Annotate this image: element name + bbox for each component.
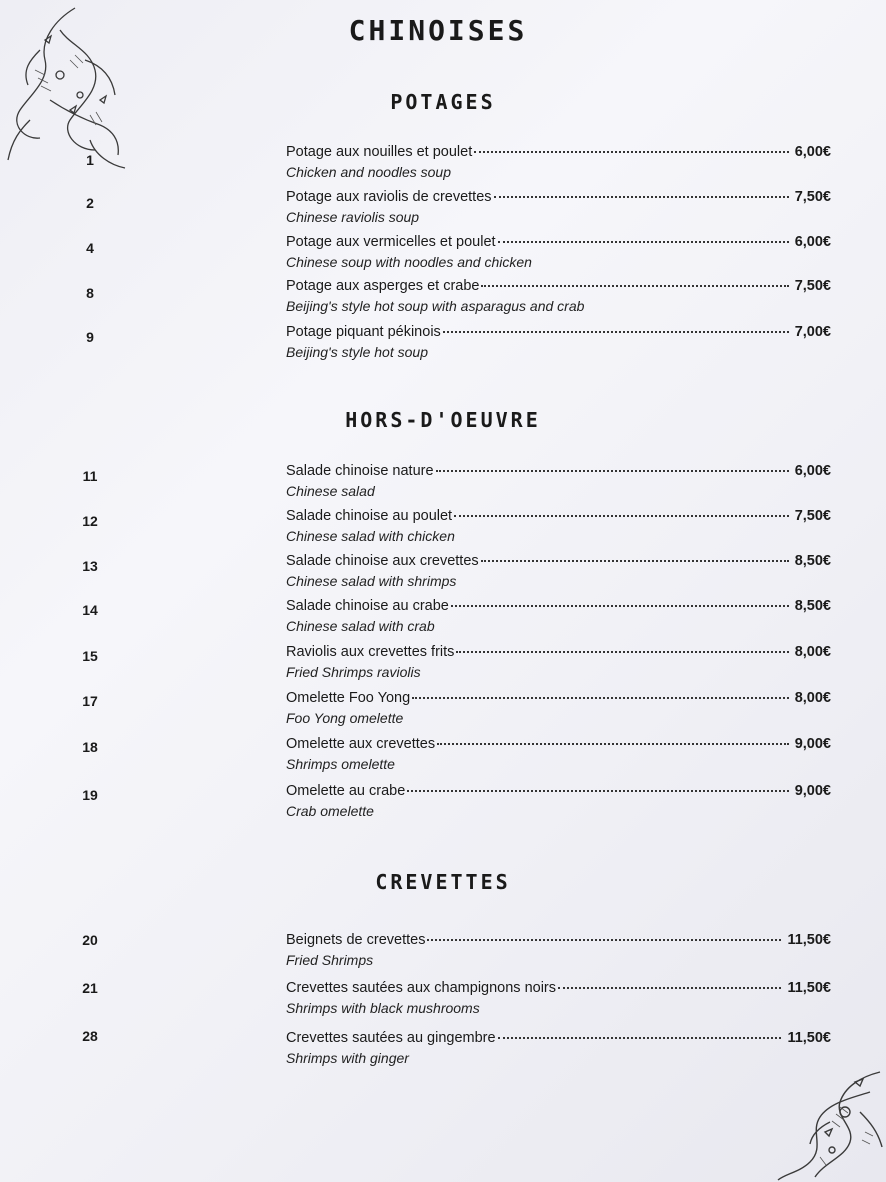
item-number: 11: [82, 468, 98, 484]
item-translation: Foo Yong omelette: [286, 710, 404, 726]
item-price: 8,00€: [794, 690, 831, 706]
item-name: Potage aux nouilles et poulet: [286, 144, 473, 160]
section-title-crevettes: CREVETTES: [375, 870, 511, 894]
item-translation: Shrimps with ginger: [286, 1050, 409, 1066]
item-number: 13: [82, 558, 98, 574]
item-name: Raviolis aux crevettes frits: [286, 644, 455, 660]
item-price: 6,00€: [794, 144, 831, 160]
item-translation: Chinese salad with crab: [286, 618, 435, 634]
item-name: Omelette aux crevettes: [286, 736, 436, 752]
item-translation: Chicken and noodles soup: [286, 164, 452, 180]
item-translation: Fried Shrimps: [286, 952, 374, 968]
item-number: 1: [86, 152, 94, 168]
item-price: 11,50€: [787, 932, 831, 948]
item-number: 19: [82, 787, 98, 803]
item-number: 17: [82, 693, 98, 709]
dotted-leader: [481, 560, 789, 562]
item-translation: Chinese salad with chicken: [286, 528, 455, 544]
item-number: 12: [82, 513, 98, 529]
dotted-leader: [481, 285, 788, 287]
section-title-hors-doeuvre: HORS-D'OEUVRE: [345, 408, 541, 432]
item-translation: Chinese salad: [286, 483, 375, 499]
menu-item: [286, 508, 831, 544]
item-name: Potage piquant pékinois: [286, 324, 441, 340]
item-translation: Shrimps with black mushrooms: [286, 1000, 480, 1016]
item-number: 2: [86, 195, 94, 211]
item-translation: Chinese salad with shrimps: [286, 573, 457, 589]
item-price: 8,50€: [794, 553, 831, 569]
item-price: 11,50€: [787, 1030, 831, 1046]
dotted-leader: [474, 151, 788, 153]
item-price: 7,00€: [794, 324, 831, 340]
item-translation: Chinese soup with noodles and chicken: [286, 254, 532, 270]
item-name: Potage aux asperges et crabe: [286, 278, 480, 294]
item-number: 21: [82, 980, 98, 996]
menu-item: [286, 736, 831, 772]
item-number: 15: [82, 648, 98, 664]
item-price: 9,00€: [794, 736, 831, 752]
menu-item: [286, 932, 831, 968]
item-number: 20: [82, 932, 98, 948]
item-price: 6,00€: [794, 463, 831, 479]
item-price: 8,00€: [794, 644, 831, 660]
item-name: Potage aux raviolis de crevettes: [286, 189, 492, 205]
menu-item: [286, 690, 831, 726]
dotted-leader: [454, 515, 789, 517]
item-price: 7,50€: [794, 189, 831, 205]
dotted-leader: [498, 1037, 782, 1039]
menu-item: [286, 598, 831, 634]
item-number: 4: [86, 240, 94, 256]
item-translation: Shrimps omelette: [286, 756, 395, 772]
item-number: 14: [82, 602, 98, 618]
menu-item: [286, 189, 831, 225]
dotted-leader: [451, 605, 789, 607]
dotted-leader: [494, 196, 789, 198]
item-price: 11,50€: [787, 980, 831, 996]
menu-item: [286, 644, 831, 680]
menu-item: [286, 278, 831, 314]
item-price: 9,00€: [794, 783, 831, 799]
menu-item: [286, 1030, 831, 1066]
item-number: 18: [82, 739, 98, 755]
item-name: Salade chinoise nature: [286, 463, 434, 479]
menu-item: [286, 234, 831, 270]
item-number: 9: [86, 329, 94, 345]
item-name: Beignets de crevettes: [286, 932, 426, 948]
dotted-leader: [407, 790, 788, 792]
item-price: 6,00€: [794, 234, 831, 250]
item-translation: Beijing's style hot soup with asparagus and crab: [286, 298, 585, 314]
item-name: Salade chinoise au poulet: [286, 508, 453, 524]
menu-item: [286, 463, 831, 499]
item-name: Omelette au crabe: [286, 783, 406, 799]
item-price: 8,50€: [794, 598, 831, 614]
item-number: 28: [82, 1028, 98, 1044]
dotted-leader: [558, 987, 781, 989]
item-number: 8: [86, 285, 94, 301]
item-name: Potage aux vermicelles et poulet: [286, 234, 496, 250]
menu-item: [286, 324, 831, 360]
dotted-leader: [443, 331, 789, 333]
item-price: 7,50€: [794, 508, 831, 524]
item-name: Salade chinoise au crabe: [286, 598, 449, 614]
item-translation: Beijing's style hot soup: [286, 344, 428, 360]
item-translation: Chinese raviolis soup: [286, 209, 420, 225]
dotted-leader: [437, 743, 789, 745]
item-translation: Fried Shrimps raviolis: [286, 664, 421, 680]
dotted-leader: [498, 241, 789, 243]
dotted-leader: [456, 651, 788, 653]
item-price: 7,50€: [794, 278, 831, 294]
item-name: Crevettes sautées au gingembre: [286, 1030, 496, 1046]
item-translation: Crab omelette: [286, 803, 374, 819]
item-name: Salade chinoise aux crevettes: [286, 553, 479, 569]
item-name: Omelette Foo Yong: [286, 690, 411, 706]
item-name: Crevettes sautées aux champignons noirs: [286, 980, 557, 996]
section-title-potages: POTAGES: [390, 90, 496, 114]
dotted-leader: [436, 470, 789, 472]
menu-item: [286, 144, 831, 180]
menu-item: [286, 783, 831, 819]
menu-item: [286, 980, 831, 1016]
dotted-leader: [412, 697, 789, 699]
menu-item: [286, 553, 831, 589]
dotted-leader: [427, 939, 781, 941]
page-title: CHINOISES: [348, 14, 528, 47]
dragon-illustration-bottom-right: [770, 1062, 886, 1182]
